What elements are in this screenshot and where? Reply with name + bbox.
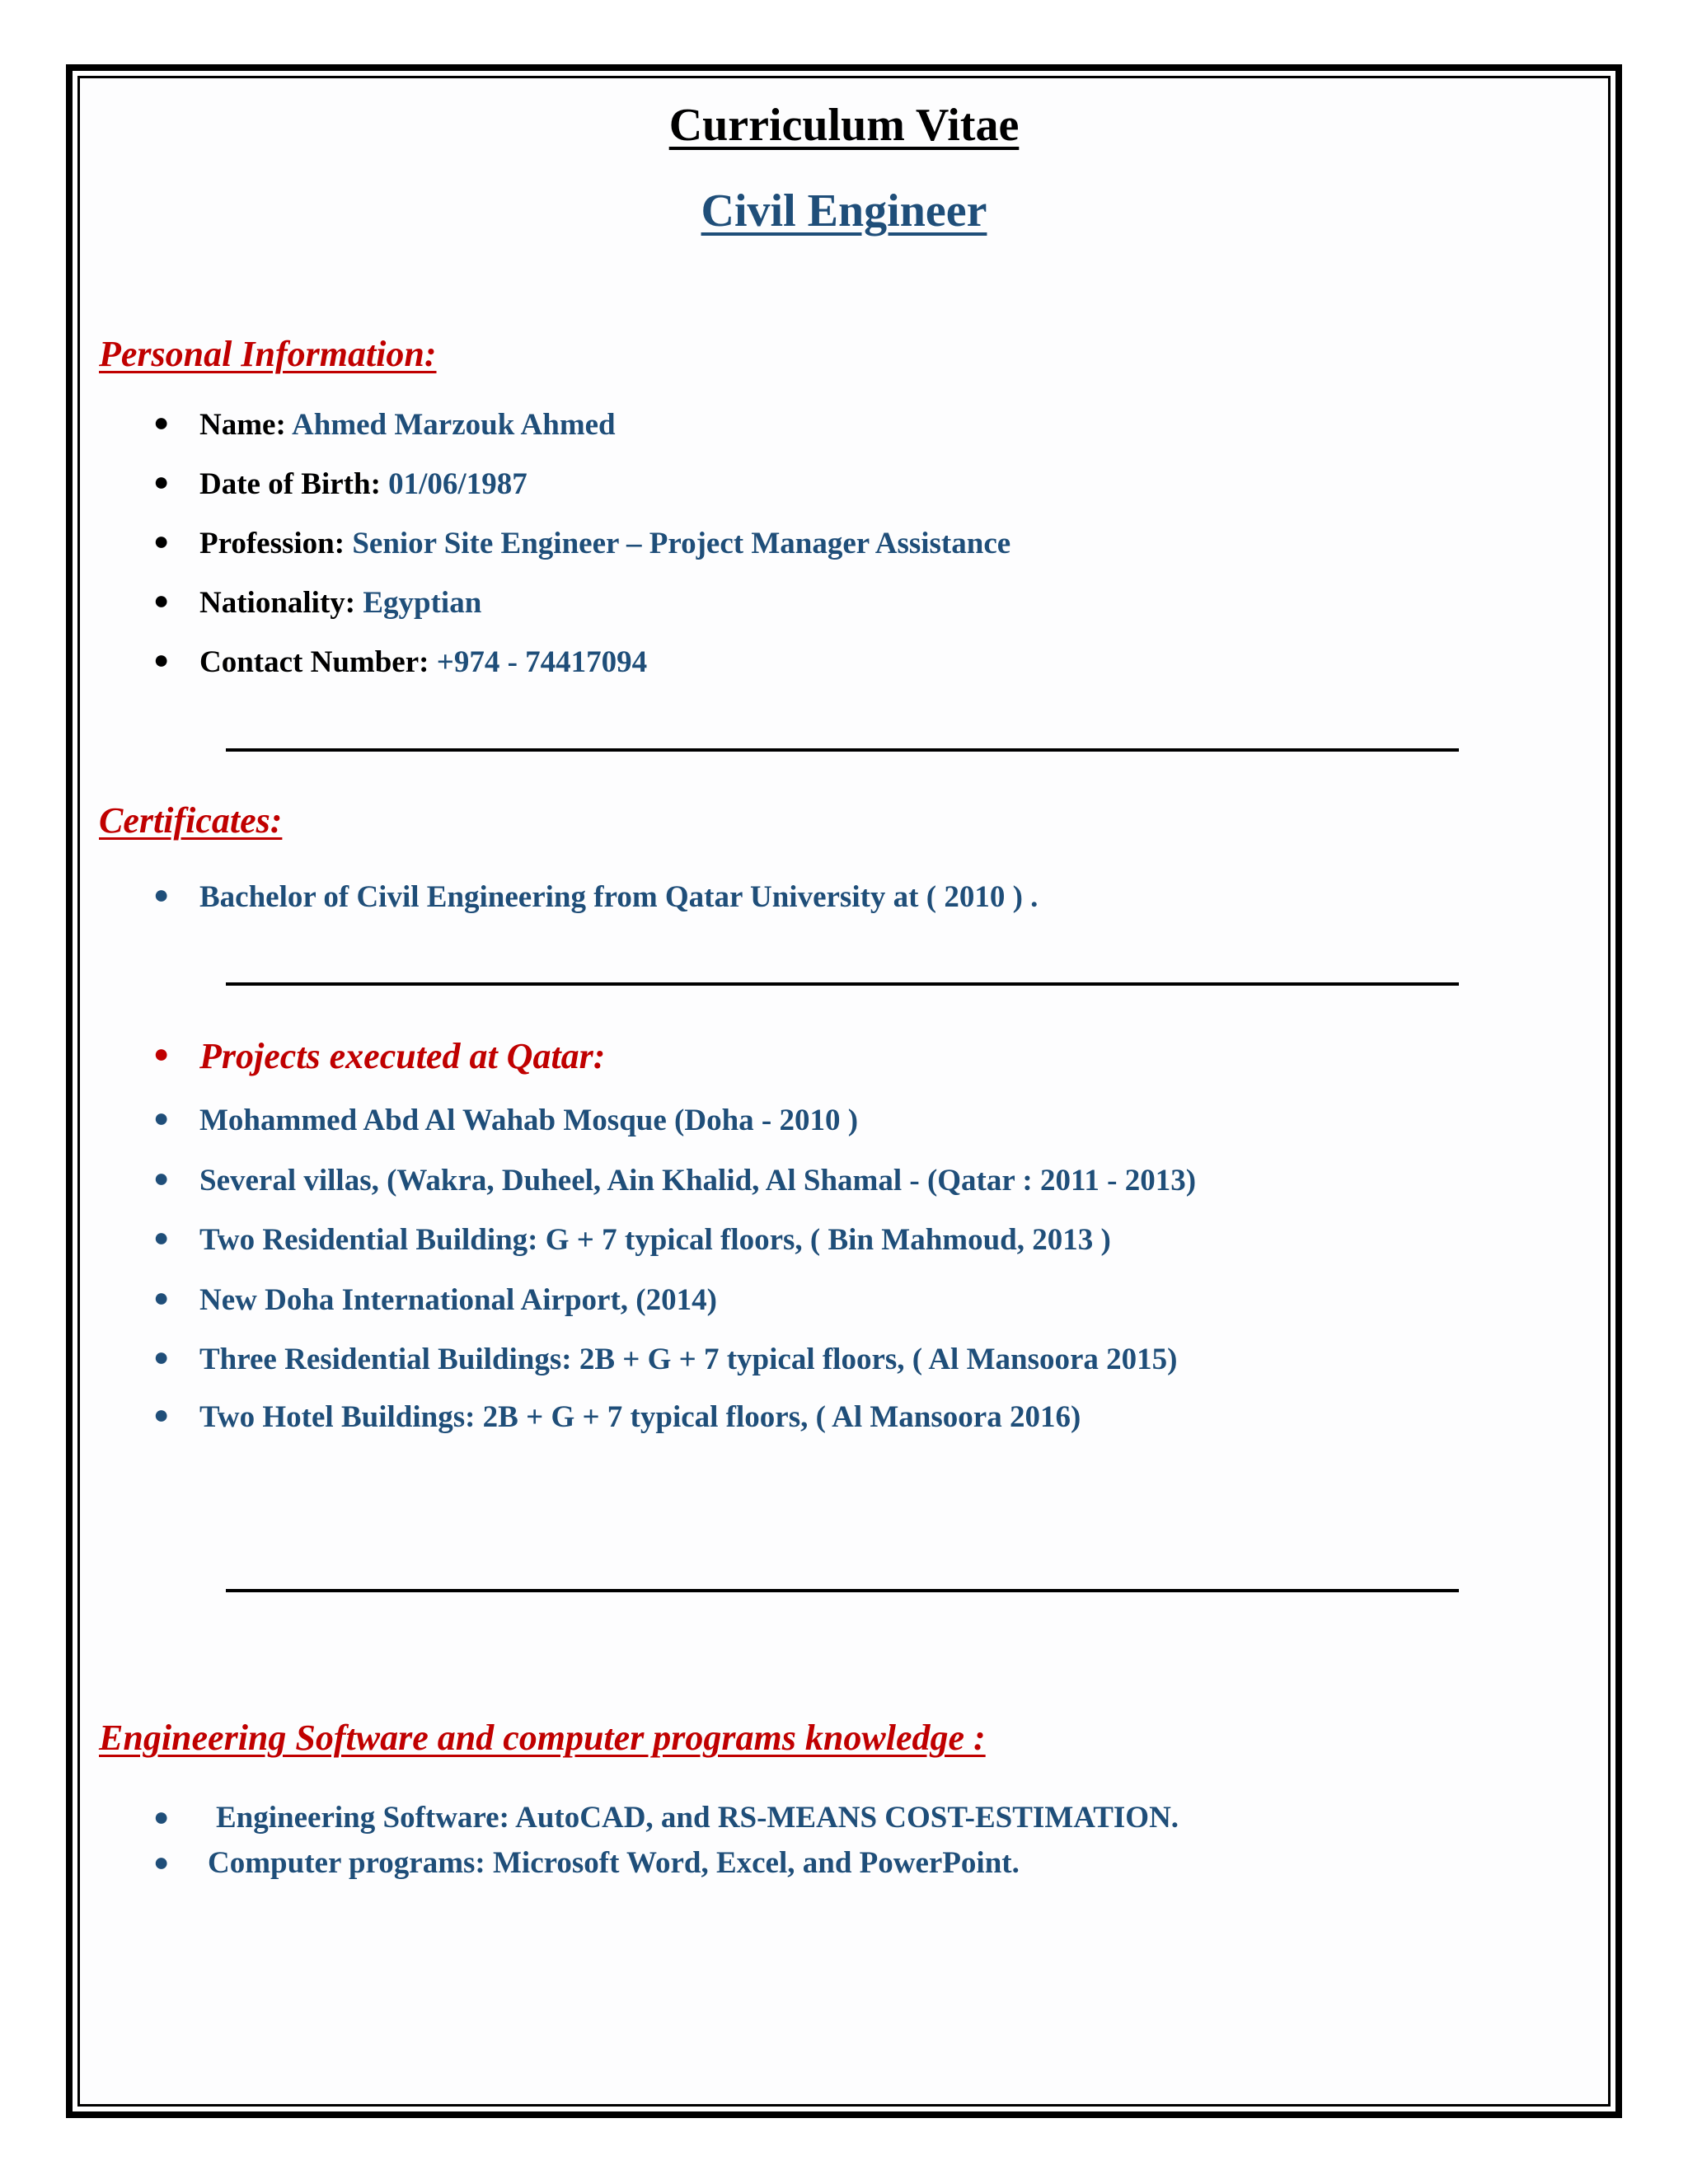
- bullet-icon: ●: [153, 879, 170, 909]
- projects-heading: Projects executed at Qatar:: [199, 1036, 606, 1076]
- bullet-icon: ●: [153, 407, 170, 437]
- bullet-icon: ●: [153, 1222, 170, 1252]
- bullet-icon: ●: [153, 644, 170, 674]
- bullet-icon: ●: [153, 526, 170, 555]
- bullet-icon: ●: [153, 1802, 170, 1831]
- bullet-icon: ●: [153, 585, 170, 615]
- name-label: Name:: [199, 408, 286, 442]
- certificate-item: Bachelor of Civil Engineering from Qatar University at ( 2010 ) .: [199, 880, 1039, 914]
- personal-info-contact: [199, 644, 647, 680]
- personal-info-dob: [199, 466, 528, 502]
- contact-label: Contact Number:: [199, 645, 429, 679]
- project-item: Mohammed Abd Al Wahab Mosque (Doha - 2010 ): [199, 1104, 859, 1137]
- software-item: Engineering Software: AutoCAD, and RS-MEANS COST-ESTIMATION.: [216, 1801, 1179, 1835]
- software-heading: Engineering Software and computer programs knowledge :: [99, 1718, 986, 1758]
- project-item: Three Residential Buildings: 2B + G + 7 typical floors, ( Al Mansoora 2015): [199, 1343, 1178, 1376]
- contact-value: +974 - 74417094: [436, 645, 648, 679]
- bullet-icon: ●: [153, 1038, 170, 1068]
- section-divider: [226, 1589, 1459, 1592]
- project-item: Two Hotel Buildings: 2B + G + 7 typical floors, ( Al Mansoora 2016): [199, 1400, 1081, 1434]
- project-item: New Doha International Airport, (2014): [199, 1283, 717, 1317]
- page-subtitle: Civil Engineer: [701, 185, 987, 237]
- personal-information-heading: Personal Information:: [99, 334, 437, 374]
- certificates-heading: Certificates:: [99, 800, 283, 841]
- profession-value: Senior Site Engineer – Project Manager Assistance: [352, 527, 1011, 560]
- section-divider: [226, 982, 1459, 986]
- bullet-icon: ●: [153, 1847, 170, 1877]
- software-item: Computer programs: Microsoft Word, Excel, and PowerPoint.: [208, 1846, 1020, 1880]
- dob-value: 01/06/1987: [388, 467, 528, 501]
- project-item: Two Residential Building: G + 7 typical floors, ( Bin Mahmoud, 2013 ): [199, 1223, 1111, 1257]
- profession-label: Profession:: [199, 527, 345, 560]
- personal-info-profession: [199, 526, 1010, 561]
- bullet-icon: ●: [153, 1103, 170, 1132]
- nationality-value: Egyptian: [363, 586, 482, 620]
- bullet-icon: ●: [153, 1342, 170, 1371]
- bullet-icon: ●: [153, 1282, 170, 1312]
- personal-info-nationality: [199, 585, 481, 621]
- name-value: Ahmed Marzouk Ahmed: [292, 408, 616, 442]
- project-item: Several villas, (Wakra, Duheel, Ain Khalid, Al Shamal - (Qatar : 2011 - 2013): [199, 1164, 1197, 1197]
- bullet-icon: ●: [153, 1163, 170, 1193]
- personal-info-name: [199, 407, 616, 443]
- nationality-label: Nationality:: [199, 586, 356, 620]
- section-divider: [226, 748, 1459, 752]
- bullet-icon: ●: [153, 466, 170, 496]
- bullet-icon: ●: [153, 1399, 170, 1429]
- page-title: Curriculum Vitae: [668, 100, 1020, 151]
- dob-label: Date of Birth:: [199, 467, 381, 501]
